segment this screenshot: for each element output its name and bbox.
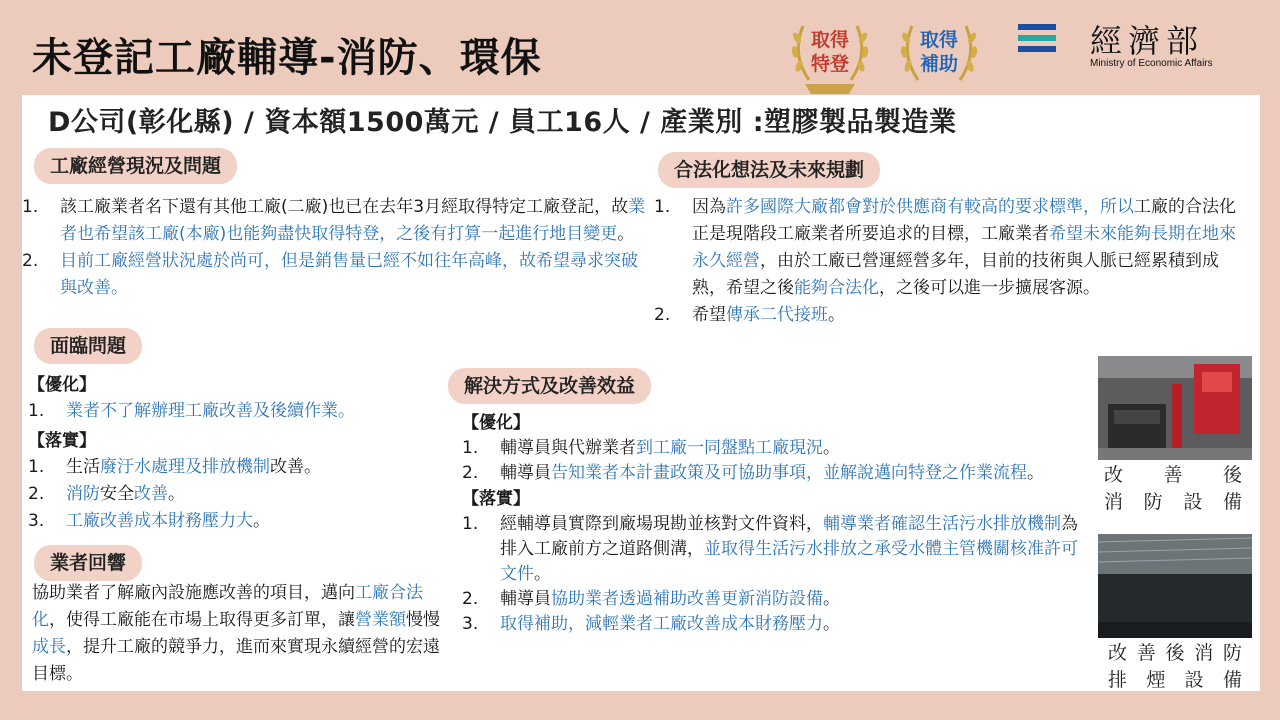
list-item [22,248,652,302]
item-number: 2. [22,251,39,271]
body-text: 。 [828,305,845,325]
list-item [654,194,1244,302]
smoke-exhaust-photo [1098,534,1252,638]
highlight-text: 工廠合法化 [32,583,423,630]
list-item [462,461,1090,486]
badge-line: 補助 [919,53,958,75]
feedback-text [32,580,440,688]
highlight-text: 協助業者透過補助改善更新消防設備 [551,589,823,609]
item-number: 3. [28,511,45,531]
fire-equipment-photo [1098,356,1252,460]
highlight-text: 希望未來能夠長期在地來永久經營 [692,224,1236,271]
caption-line: 改善後消防 [1108,642,1242,664]
photo-caption-2 [1108,640,1242,694]
status-list [22,194,652,302]
item-number: 2. [654,305,671,325]
list-item [28,481,428,508]
problems-implement-list [28,454,428,535]
highlight-text: 目前工廠經營狀況處於尚可，但是銷售量已經不如往年高峰，故希望尋求突破與改善。 [60,251,638,298]
badge-line: 特登 [810,53,849,75]
registered-badge [787,14,873,96]
body-text: 。 [823,614,840,634]
highlight-text: 業者也希望該工廠(本廠)也能夠盡快取得特登，之後有打算一起進行地目變更 [60,197,646,244]
optimize-label: 【優化】 [462,413,530,433]
ministry-logo-icon [1018,24,1056,52]
badge-line: 取得 [810,29,849,51]
highlight-text: 告知業者本計畫政策及可協助事項，並解說邁向特登之作業流程 [551,463,1027,483]
ministry-name: 經濟部 [1090,22,1205,60]
body-text: 。 [617,224,635,244]
caption-line: 消防設備 [1104,491,1242,513]
problems-optimize-list [28,398,428,425]
body-text: 為排入工廠前方之道路側溝， [500,514,1078,559]
list-item [28,398,428,425]
caption-line: 改善後 [1104,464,1242,486]
body-text: 工廠的合法化正是現階段工廠業者所要追求的目標，工廠業者 [692,197,1236,244]
company-summary: D公司(彰化縣) / 資本額1500萬元 / 員工16人 / 產業別 :塑膠製品製造業 [48,107,957,138]
plans-list [654,194,1244,329]
highlight-text: 傳承二代接班 [726,305,828,325]
body-text: 。 [253,511,270,531]
highlight-text: 廢汙水處理及排放機制 [100,457,270,477]
caption-line: 排煙設備 [1108,669,1242,691]
highlight-text: 能夠合法化 [794,278,879,298]
list-item [654,302,1244,329]
list-item [22,194,652,248]
problems-heading: 面臨問題 [34,328,142,364]
implement-label: 【落實】 [28,431,96,451]
item-number: 2. [28,484,45,504]
item-number: 1. [28,401,45,421]
body-text: 。 [534,564,551,584]
photo-caption-1 [1104,462,1242,516]
feedback-heading: 業者回響 [34,545,142,581]
highlight-text: 工廠改善成本財務壓力大 [66,511,253,531]
list-item [28,508,428,535]
highlight-text: 消防 [66,484,100,504]
item-number: 2. [462,463,479,483]
implement-label: 【落實】 [462,489,530,509]
list-item [462,612,1090,637]
status-block [22,194,652,302]
body-text: ，由於工廠已營運經營多年，目前的技術與人脈已經累積到成熟，希望之後 [692,251,1219,298]
solutions-heading: 解決方式及改善效益 [448,368,651,404]
list-item [462,512,1090,587]
optimize-label: 【優化】 [28,375,96,395]
body-text: 該工廠業者名下還有其他工廠(二廠)也已在去年3月經取得特定工廠登記，故 [60,197,629,217]
item-number: 2. [462,589,479,609]
subsidy-badge [896,14,982,96]
smoke-exhaust-image [1098,534,1252,638]
solutions-optimize-list [462,436,1090,486]
feedback-block [32,580,440,688]
body-text: 協助業者了解廠內設施應改善的項目，邁向 [32,583,355,603]
highlight-text: 營業額 [355,610,406,630]
highlight-text: 成長 [32,637,66,657]
item-number: 1. [462,514,479,534]
highlight-text: 業者不了解辦理工廠改善及後續作業。 [66,401,355,421]
badge-line: 取得 [919,29,958,51]
highlight-text: 許多國際大廠都會對於供應商有較高的要求標準，所以 [726,197,1134,217]
item-number: 3. [462,614,479,634]
status-heading: 工廠經營現況及問題 [34,148,237,184]
problems-block [28,372,428,535]
plans-block [654,194,1244,329]
body-text: 慢慢 [406,610,440,630]
body-text: 輔導員與代辦業者 [500,438,636,458]
list-item [462,587,1090,612]
body-text: 輔導員 [500,463,551,483]
body-text: 。 [823,438,840,458]
item-number: 1. [28,457,45,477]
highlight-text: 取得補助，減輕業者工廠改善成本財務壓力 [500,614,823,634]
list-item [462,436,1090,461]
body-text: ，之後可以進一步擴展客源。 [879,278,1100,298]
item-number: 1. [22,197,39,217]
body-text: 改善。 [270,457,321,477]
body-text: ，提升工廠的競爭力，進而來實現永續經營的宏遠目標。 [32,637,440,684]
highlight-text: 到工廠一同盤點工廠現況 [636,438,823,458]
body-text: 。 [823,589,840,609]
highlight-text: 並取得生活污水排放之承受水體主管機關核准許可文件 [500,539,1078,584]
page-title: 未登記工廠輔導-消防、環保 [32,35,542,81]
list-item [28,454,428,481]
fire-equipment-image [1098,356,1252,460]
body-text: 因為 [692,197,726,217]
body-text: 生活 [66,457,100,477]
body-text: 輔導員 [500,589,551,609]
item-number: 1. [462,438,479,458]
body-text: 希望 [692,305,726,325]
highlight-text: 改善 [134,484,168,504]
ministry-en-name: Ministry of Economic Affairs [1090,58,1213,69]
solutions-implement-list [462,512,1090,637]
highlight-text: 輔導業者確認生活污水排放機制 [823,514,1061,534]
body-text: ，使得工廠能在市場上取得更多訂單，讓 [49,610,355,630]
body-text: 安全 [100,484,134,504]
body-text: 經輔導員實際到廠場現勘並核對文件資料， [500,514,823,534]
solutions-block [462,410,1090,637]
plans-heading: 合法化想法及未來規劃 [658,152,880,188]
body-text: 。 [168,484,185,504]
body-text: 。 [1027,463,1044,483]
item-number: 1. [654,197,671,217]
